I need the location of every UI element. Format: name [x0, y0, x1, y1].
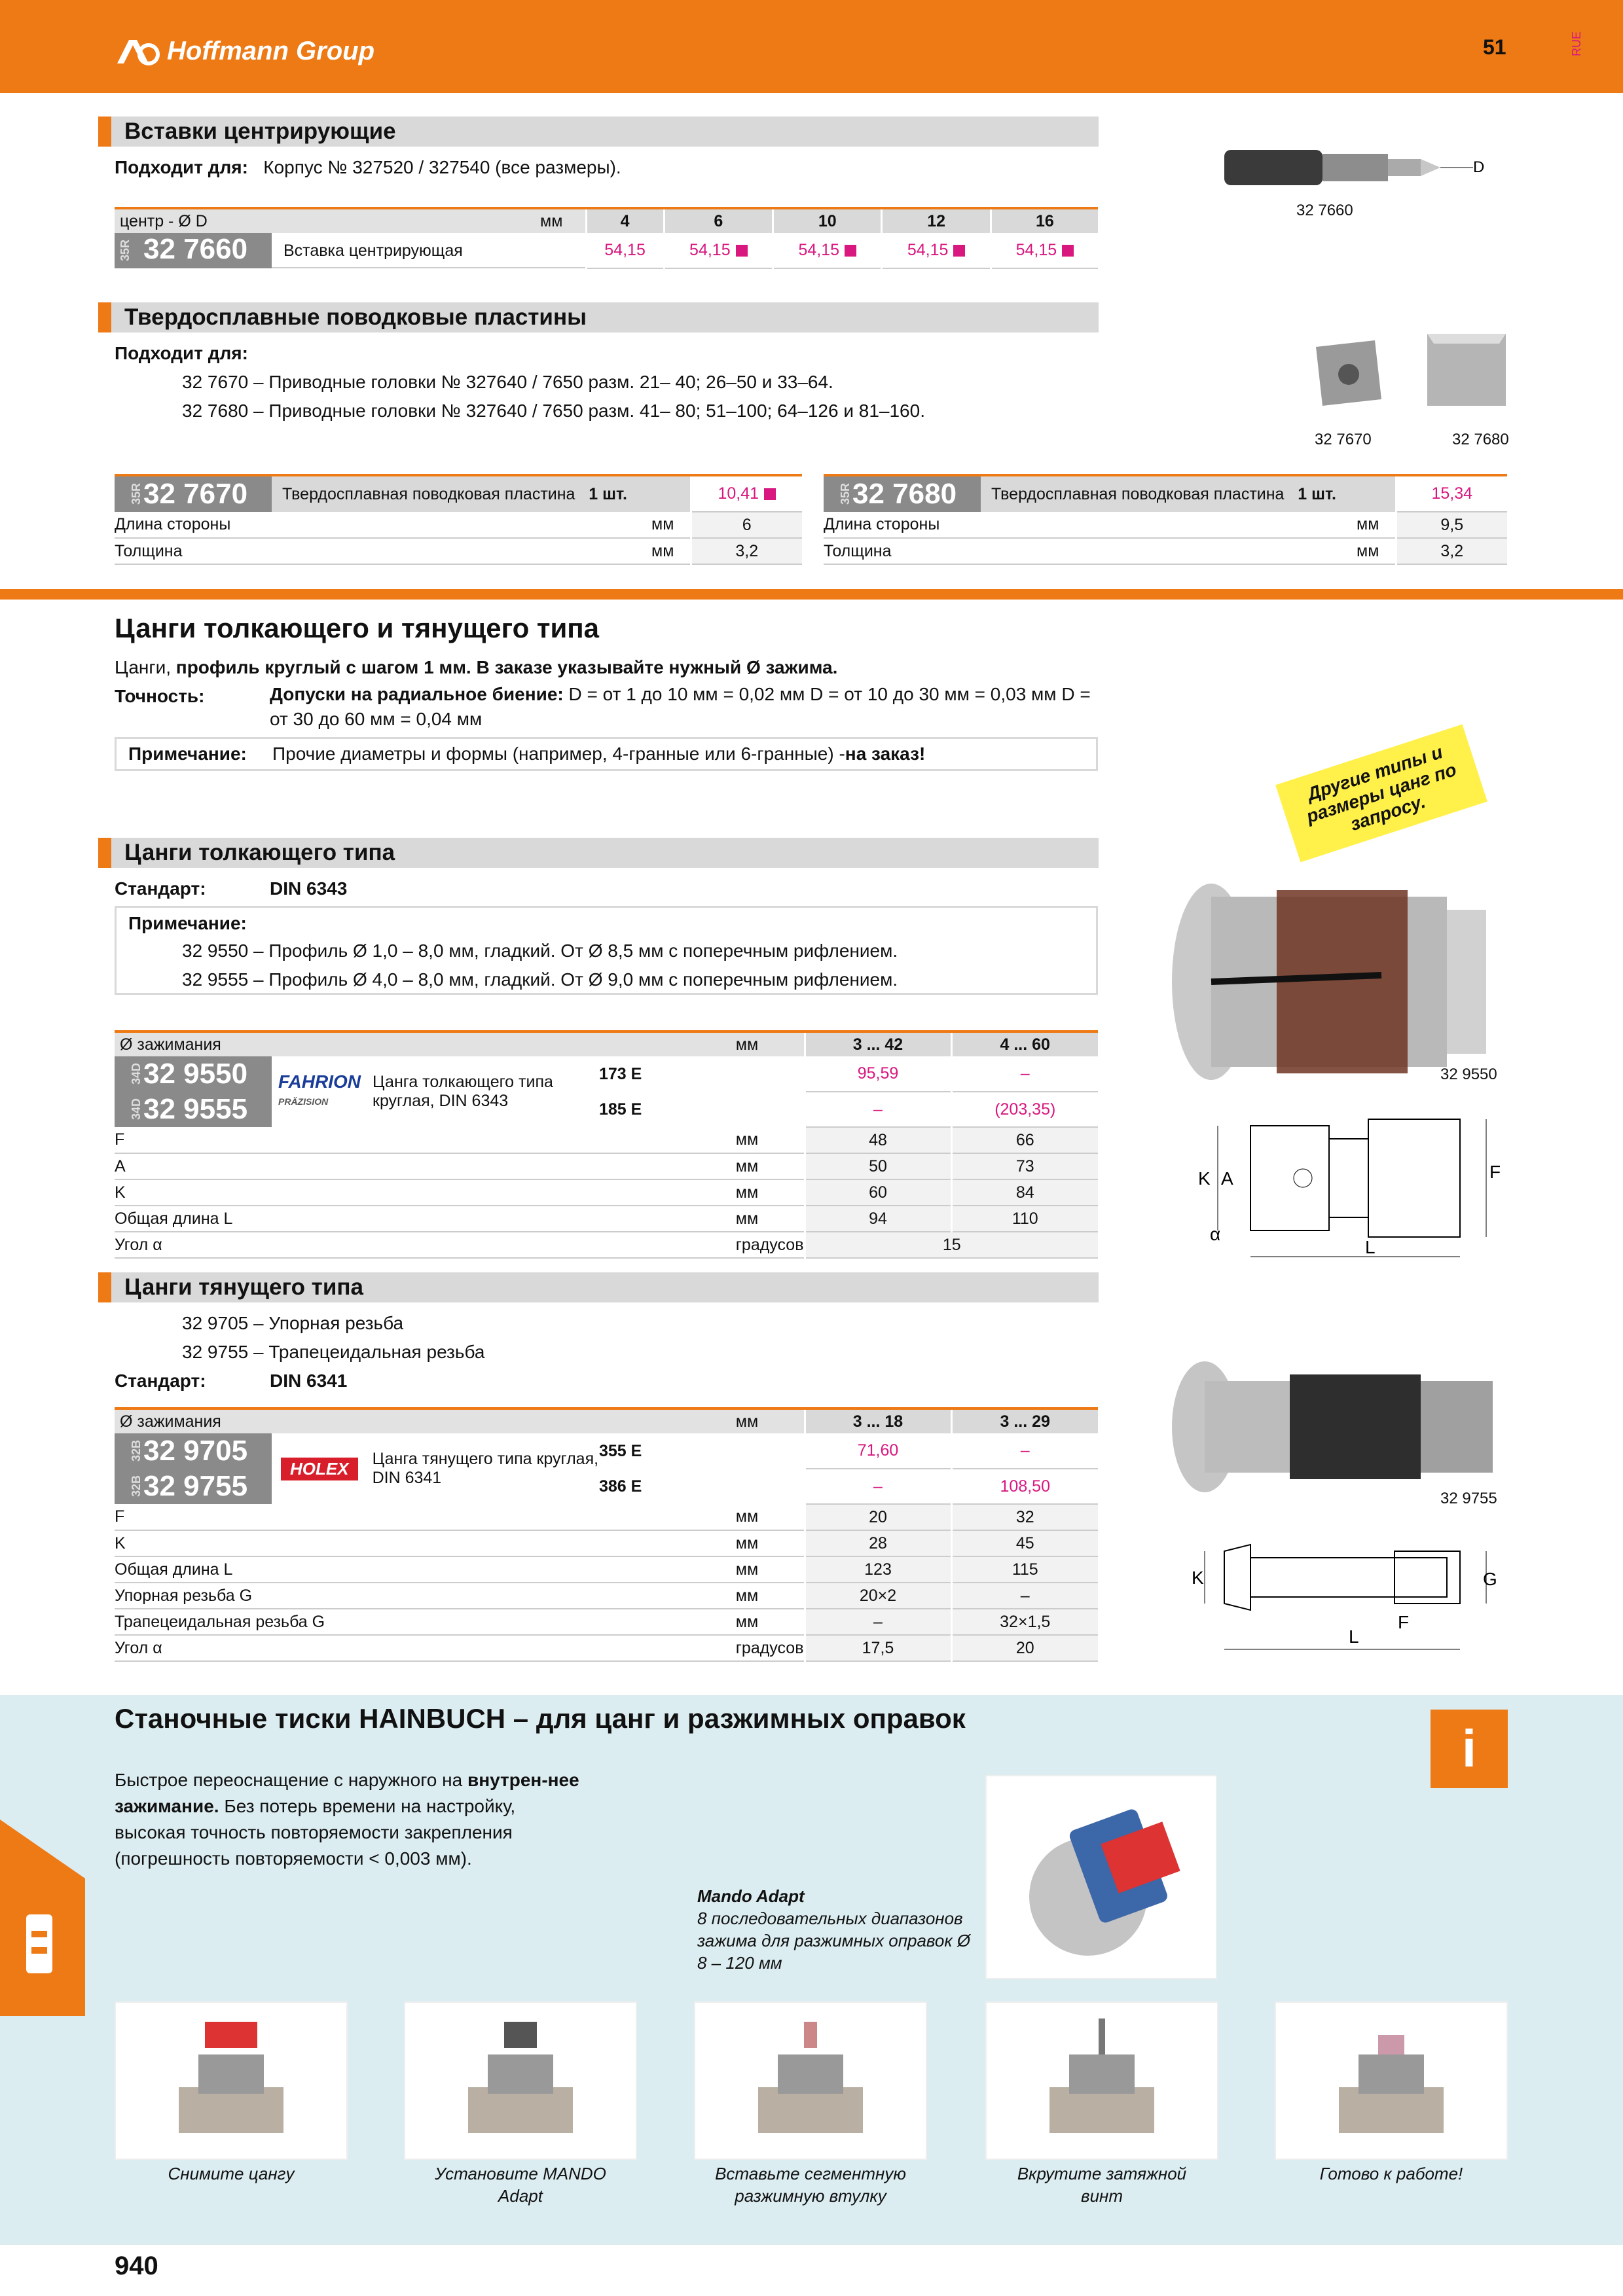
fits-text: Корпус № 327520 / 327540 (все размеры).: [263, 157, 621, 177]
section-title-pull: Цанги тянущего типа: [98, 1272, 1099, 1302]
info-sticker: Другие типы и размеры цанг по запросу.: [1275, 725, 1487, 863]
svg-text:K: K: [1198, 1168, 1211, 1189]
centering-table: центр - Ø D мм 4 6 10 12 16 35R 32 7660 Вставка центрирующая 54,15 54,15 54,15 54,15 54,15: [115, 207, 1098, 269]
svg-text:A: A: [1221, 1168, 1233, 1189]
page-number: 940: [115, 2251, 158, 2280]
plate-fit-line-1: 32 7670 – Приводные головки № 327640 / 7650 разм. 21– 40; 26–50 и 33–64.: [182, 372, 833, 392]
pull-line-1: 32 9705 – Упорная резьба: [182, 1313, 404, 1333]
step-image-3: [694, 2001, 927, 2160]
step-image-1: [115, 2001, 348, 2160]
image-label: 32 7670: [1315, 431, 1372, 448]
logo-icon: [115, 36, 160, 66]
plate-table-1: 35R 32 7670 Твердосплавная поводковая пластина 1 шт. 10,41 Длина стороны мм 6 Толщина мм 3,2: [115, 474, 802, 565]
hainbuch-text: Быстрое переоснащение с наружного на внутрен-нее зажимание. Без потерь времени на настройку, высокая точность повторяемости закрепления (погрешность повторяемости < 0,003 мм).: [115, 1770, 579, 1869]
fahrion-logo: FAHRION PRÄZISION: [278, 1071, 361, 1107]
svg-text:L: L: [1365, 1237, 1376, 1257]
svg-text:K: K: [1192, 1568, 1204, 1588]
brand-logo: [115, 34, 374, 68]
section-heading-hainbuch: Станочные тиски HAINBUCH – для цанг и разжимных оправок: [115, 1703, 966, 1734]
plate-table-2: 35R 32 7680 Твердосплавная поводковая пластина 1 шт. 15,34 Длина стороны мм 9,5 Толщина мм 3,2: [824, 474, 1507, 565]
image-label: 32 7680: [1452, 431, 1509, 448]
dim-d: D: [1473, 158, 1485, 176]
pull-collet-drawing: [1185, 1518, 1512, 1662]
note-box: Примечание: Прочие диаметры и формы (например, 4-гранные или 6-гранные) - на заказ!: [115, 737, 1098, 771]
pull-collet-table: Ø зажимания мм 3 ... 18 3 ... 29 32B 32 9705 HOLEX Цанга тянущего типа круглая, DIN 6341 355 E 71,60 – 32B 32 9755 386 E – 108,50 F мм 20 32 K мм 28 45 Общая длина L мм 123 115 Упорная резьба G мм 20×2 – Трапецеидальная резьба G мм – 32×1,5 Угол α градусов 17,5 20: [115, 1407, 1098, 1662]
svg-text:L: L: [1349, 1626, 1359, 1647]
holex-logo: HOLEX: [281, 1458, 358, 1480]
brand-name: Hoffmann Group: [167, 36, 375, 65]
svg-text:F: F: [1398, 1612, 1410, 1632]
push-collet-drawing: [1178, 1100, 1519, 1270]
step-image-4: [985, 2001, 1218, 2160]
chuck-icon: [20, 1911, 59, 1977]
step-caption-4: Вкрутите затяжной винт: [1017, 2164, 1187, 2206]
image-label: 32 7660: [1296, 202, 1353, 219]
note-box-push: Примечание: 32 9550 – Профиль Ø 1,0 – 8,0 мм, гладкий. От Ø 8,5 мм с поперечным рифлением. 32 9555 – Профиль Ø 4,0 – 8,0 мм, гладкий. От Ø 9,0 мм с поперечным рифлением.: [115, 906, 1098, 995]
article-number: 35R 32 7660: [115, 233, 272, 268]
svg-text:F: F: [1489, 1162, 1501, 1182]
info-icon: i: [1431, 1710, 1508, 1788]
centering-insert-image: [1211, 141, 1486, 193]
svg-text:G: G: [1483, 1569, 1497, 1589]
step-image-2: [404, 2001, 637, 2160]
mando-caption: Mando Adapt 8 последовательных диапазонов зажима для разжимных оправок Ø 8 – 120 мм: [697, 1886, 971, 1973]
step-caption-1: Снимите цангу: [168, 2164, 295, 2183]
fits-label: Подходит для:: [115, 157, 248, 177]
image-label: 32 9550: [1440, 1066, 1497, 1083]
plate-fit-line-2: 32 7680 – Приводные головки № 327640 / 7650 разм. 41– 80; 51–100; 64–126 и 81–160.: [182, 401, 925, 421]
section-title-centering: Вставки центрирующие: [98, 117, 1099, 147]
step-image-5: [1275, 2001, 1508, 2160]
pull-line-2: 32 9755 – Трапецеидальная резьба: [182, 1342, 485, 1362]
plate-images: [1309, 327, 1519, 419]
pull-collet-image: [1159, 1355, 1525, 1505]
section-title-plates: Твердосплавные поводковые пластины: [98, 302, 1099, 332]
step-caption-5: Готово к работе!: [1319, 2164, 1463, 2183]
svg-text:α: α: [1210, 1224, 1221, 1244]
push-collet-table: Ø зажимания мм 3 ... 42 4 ... 60 34D 32 9550 FAHRION PRÄZISION Цанга толкающего типа круглая, DIN 6343 173 E 95,59 – 34D 32 9555 185 E – (203,35) F мм 48 66 A мм 50 73 K мм 60 84 Общая длина L мм 94 110 Угол α градусов 15: [115, 1030, 1098, 1259]
page-number-top: 51: [1483, 35, 1506, 59]
mando-image: [985, 1775, 1217, 1979]
push-collet-image: [1159, 877, 1525, 1086]
step-caption-2: Установите MANDO Adapt: [435, 2164, 606, 2206]
step-caption-3: Вставьте сегментную разжимную втулку: [715, 2164, 906, 2206]
edition-mark: RUE: [1570, 31, 1583, 57]
section-heading-collets: Цанги толкающего и тянущего типа: [115, 613, 600, 643]
image-label: 32 9755: [1440, 1490, 1497, 1507]
section-divider: [0, 589, 1623, 600]
section-title-push: Цанги толкающего типа: [98, 838, 1099, 868]
